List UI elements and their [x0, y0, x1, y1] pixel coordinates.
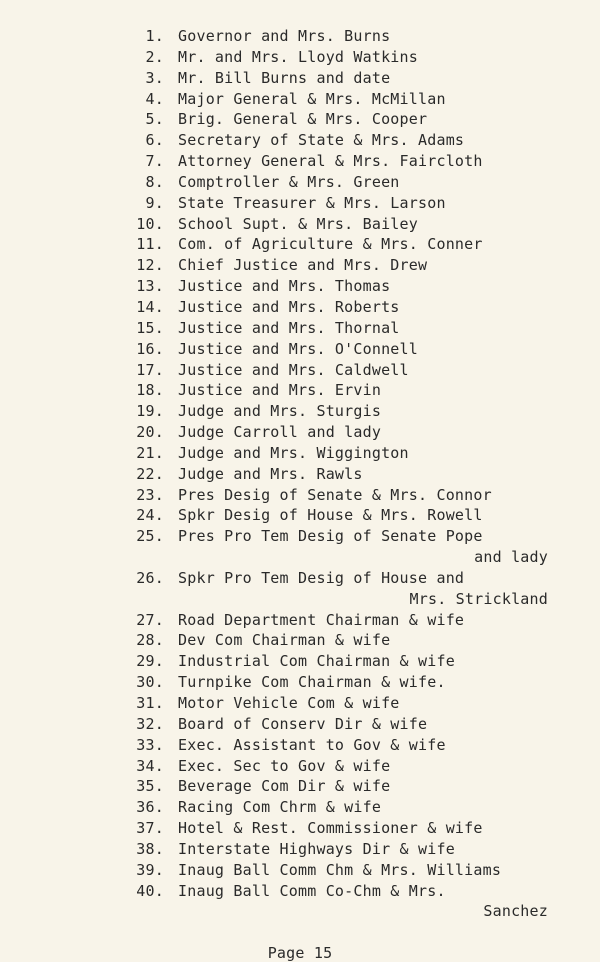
list-item [124, 276, 564, 297]
item-text: Judge and Mrs. Sturgis [178, 402, 382, 421]
list-item [124, 756, 564, 777]
item-number: 14. [136, 297, 164, 316]
list-row [124, 109, 564, 130]
item-number: 22. [136, 464, 164, 483]
list-row [124, 630, 564, 651]
list-item [124, 318, 564, 339]
item-text: Brig. General & Mrs. Cooper [178, 110, 428, 129]
item-number: 7. [145, 152, 164, 171]
list-item [124, 109, 564, 130]
item-text: Attorney General & Mrs. Faircloth [178, 152, 483, 171]
item-text: Pres Desig of Senate & Mrs. Connor [178, 485, 492, 504]
item-number: 23. [136, 485, 164, 504]
item-number: 24. [136, 506, 164, 525]
list-item [124, 380, 564, 401]
list-item [124, 47, 564, 68]
list-row [124, 422, 564, 443]
list-item [124, 89, 564, 110]
list-item [124, 339, 564, 360]
list-item [124, 360, 564, 381]
list-row [124, 797, 564, 818]
item-text: Mr. Bill Burns and date [178, 68, 391, 87]
item-number: 1. [145, 27, 164, 45]
list-row [124, 214, 564, 235]
item-text: Judge and Mrs. Rawls [178, 464, 363, 483]
item-number: 30. [136, 673, 164, 692]
item-number: 10. [136, 214, 164, 233]
list-row [124, 505, 564, 526]
item-text: Racing Com Chrm & wife [178, 798, 382, 817]
item-number: 36. [136, 798, 164, 817]
list-row [124, 610, 564, 631]
item-number: 11. [136, 235, 164, 254]
list-item [124, 172, 564, 193]
item-text: Inaug Ball Comm Co-Chm & Mrs. [178, 881, 446, 900]
list-row [124, 568, 564, 589]
list-row [124, 318, 564, 339]
item-text: Secretary of State & Mrs. Adams [178, 131, 465, 150]
item-text: Dev Com Chairman & wife [178, 631, 391, 650]
item-text: State Treasurer & Mrs. Larson [178, 193, 446, 212]
list-row [124, 130, 564, 151]
item-text: Governor and Mrs. Burns [178, 27, 391, 45]
list-row [124, 881, 564, 902]
item-text: Beverage Com Dir & wife [178, 777, 391, 796]
list-item [124, 526, 564, 568]
list-row [124, 735, 564, 756]
item-number: 21. [136, 443, 164, 462]
list-row [124, 380, 564, 401]
list-row [124, 151, 564, 172]
list-row [124, 818, 564, 839]
item-text: Spkr Pro Tem Desig of House and [178, 568, 465, 587]
list-row [124, 172, 564, 193]
item-number: 37. [136, 819, 164, 838]
list-item [124, 839, 564, 860]
item-text: Exec. Sec to Gov & wife [178, 756, 391, 775]
item-text: Chief Justice and Mrs. Drew [178, 256, 428, 275]
item-text: Hotel & Rest. Commissioner & wife [178, 819, 483, 838]
item-text: Industrial Com Chairman & wife [178, 652, 455, 671]
list-item [124, 776, 564, 797]
item-number: 4. [145, 89, 164, 108]
item-continuation: and lady [474, 548, 548, 567]
item-number: 40. [136, 881, 164, 900]
list-row [124, 255, 564, 276]
guest-list [124, 26, 564, 922]
item-text: Road Department Chairman & wife [178, 610, 465, 629]
page-number: Page 15 [267, 944, 333, 962]
list-row [124, 776, 564, 797]
item-text: School Supt. & Mrs. Bailey [178, 214, 418, 233]
item-number: 31. [136, 694, 164, 712]
item-text: Comptroller & Mrs. Green [178, 172, 400, 191]
item-text: Spkr Desig of House & Mrs. Rowell [178, 506, 483, 525]
list-item [124, 797, 564, 818]
list-row [124, 651, 564, 672]
item-number: 19. [136, 402, 164, 421]
item-number: 26. [136, 568, 164, 587]
item-text: Justice and Mrs. Ervin [178, 381, 382, 400]
list-item [124, 651, 564, 672]
list-row [124, 26, 564, 47]
list-row [124, 839, 564, 860]
list-item [124, 672, 564, 693]
item-text: Judge and Mrs. Wiggington [178, 443, 409, 462]
list-row [124, 860, 564, 881]
list-row [124, 68, 564, 89]
list-item [124, 297, 564, 318]
list-item [124, 881, 564, 923]
list-row [124, 234, 564, 255]
list-item [124, 630, 564, 651]
item-number: 2. [145, 47, 164, 66]
list-item [124, 68, 564, 89]
list-row [124, 672, 564, 693]
item-text: Motor Vehicle Com & wife [178, 694, 400, 712]
list-item [124, 505, 564, 526]
list-item [124, 610, 564, 631]
item-text: Justice and Mrs. Thornal [178, 318, 400, 337]
item-number: 32. [136, 714, 164, 733]
item-text: Board of Conserv Dir & wife [178, 714, 428, 733]
item-number: 34. [136, 756, 164, 775]
list-item [124, 443, 564, 464]
list-item [124, 193, 564, 214]
item-text: Judge Carroll and lady [178, 423, 382, 442]
list-item [124, 26, 564, 47]
list-row [124, 526, 564, 547]
item-number: 16. [136, 339, 164, 358]
list-item [124, 234, 564, 255]
list-row [124, 485, 564, 506]
list-item [124, 255, 564, 276]
list-item [124, 818, 564, 839]
list-item [124, 214, 564, 235]
list-item [124, 860, 564, 881]
list-row [124, 339, 564, 360]
list-row [124, 47, 564, 68]
item-text: Exec. Assistant to Gov & wife [178, 735, 446, 754]
item-text: Mr. and Mrs. Lloyd Watkins [178, 47, 418, 66]
item-number: 3. [145, 68, 164, 87]
item-number: 8. [145, 172, 164, 191]
item-number: 28. [136, 631, 164, 650]
item-text: Pres Pro Tem Desig of Senate Pope [178, 527, 483, 546]
list-row [124, 693, 564, 714]
item-continuation: Mrs. Strickland [409, 589, 548, 608]
list-row [124, 714, 564, 735]
item-number: 6. [145, 131, 164, 150]
item-text: Justice and Mrs. O'Connell [178, 339, 418, 358]
list-item [124, 714, 564, 735]
item-text: Justice and Mrs. Thomas [178, 277, 391, 296]
list-item [124, 485, 564, 506]
item-number: 15. [136, 318, 164, 337]
list-item [124, 401, 564, 422]
item-text: Major General & Mrs. McMillan [178, 89, 446, 108]
list-row [124, 464, 564, 485]
list-row [124, 89, 564, 110]
list-item [124, 130, 564, 151]
list-row [124, 756, 564, 777]
list-row [124, 360, 564, 381]
list-row [124, 193, 564, 214]
item-text: Justice and Mrs. Roberts [178, 297, 400, 316]
item-number: 20. [136, 423, 164, 442]
item-text: Justice and Mrs. Caldwell [178, 360, 409, 379]
item-text: Turnpike Com Chairman & wife. [178, 673, 446, 692]
list-row [124, 276, 564, 297]
item-number: 33. [136, 735, 164, 754]
list-row [124, 443, 564, 464]
item-number: 12. [136, 256, 164, 275]
list-row [124, 401, 564, 422]
item-continuation: Sanchez [483, 902, 548, 921]
list-item [124, 735, 564, 756]
item-number: 35. [136, 777, 164, 796]
list-item [124, 422, 564, 443]
list-item [124, 693, 564, 714]
item-number: 13. [136, 277, 164, 296]
item-text: Interstate Highways Dir & wife [178, 839, 455, 858]
item-number: 38. [136, 839, 164, 858]
item-text: Inaug Ball Comm Chm & Mrs. Williams [178, 860, 502, 879]
item-number: 25. [136, 527, 164, 546]
list-item [124, 464, 564, 485]
item-number: 29. [136, 652, 164, 671]
item-number: 27. [136, 610, 164, 629]
list-item [124, 151, 564, 172]
list-item [124, 568, 564, 610]
item-text: Com. of Agriculture & Mrs. Conner [178, 235, 483, 254]
item-number: 5. [145, 110, 164, 129]
list-row [124, 297, 564, 318]
item-number: 18. [136, 381, 164, 400]
item-number: 17. [136, 360, 164, 379]
item-number: 39. [136, 860, 164, 879]
item-number: 9. [145, 193, 164, 212]
